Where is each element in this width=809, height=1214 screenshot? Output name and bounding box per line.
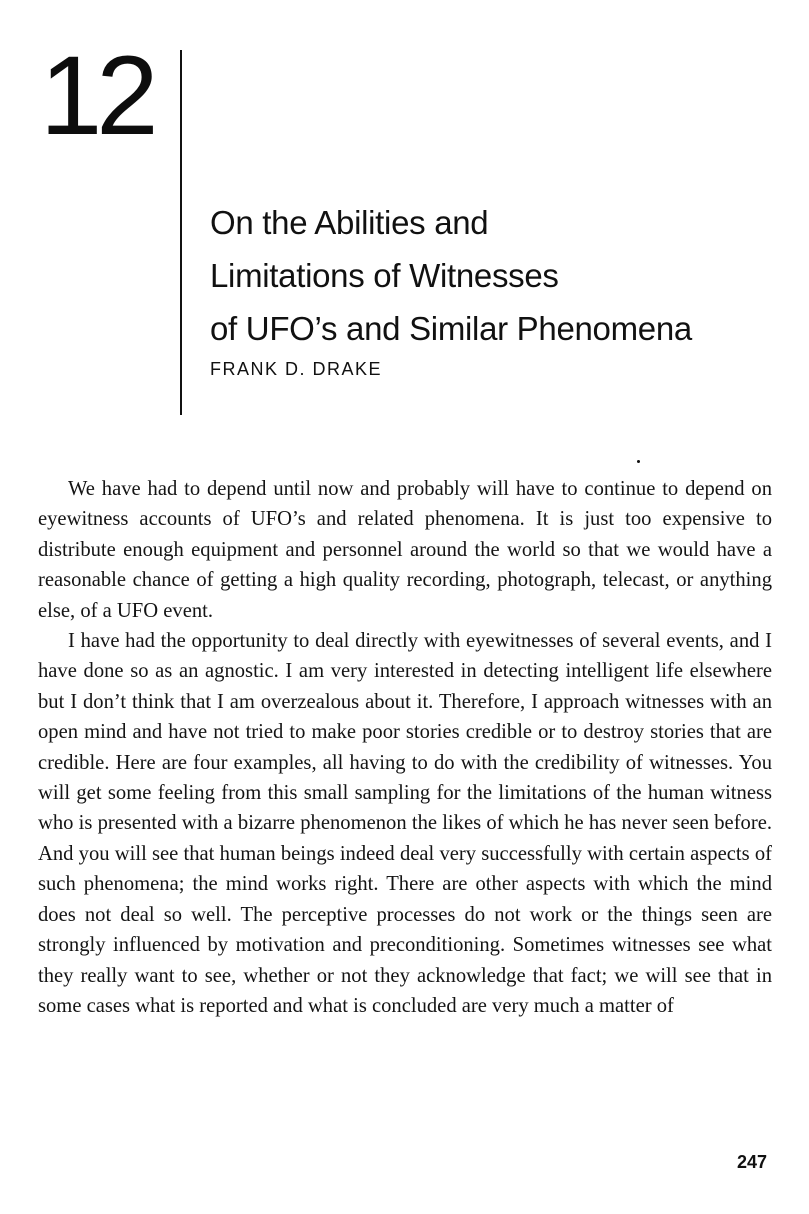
author-name: FRANK D. DRAKE xyxy=(210,359,383,379)
chapter-title-line: of UFO’s and Similar Phenomena xyxy=(210,310,692,347)
body-text xyxy=(38,474,772,1021)
chapter-heading xyxy=(210,196,790,380)
chapter-title-line: Limitations of Witnesses xyxy=(210,257,559,294)
print-speck xyxy=(637,460,640,463)
chapter-number: 12 xyxy=(40,33,153,158)
paragraph: We have had to depend until now and probably will have to continue to depend on eyewitness accounts of UFO’s and related phenomena. It is just too expensive to distribute enough equipment and personnel around the world so that we would have a reasonable chance of getting a high quality recording, photograph, telecast, or anything else, of a UFO event. xyxy=(38,478,772,622)
paragraph: I have had the opportunity to deal directly with eyewitnesses of several events, and I have done so as an agnostic. I am very interested in detecting intelligent life elsewhere but I don’t think that I am overzealous about it. Therefore, I approach witnesses with an open mind and have not tried to make poor stories credible or to destroy stories that are credible. Here are four examples, all having to do with the credibility of witnesses. You will get some feeling from this small sampling for the limitations of the human witness who is presented with a bizarre phenomenon the likes of which he has never seen before. And you will see that human beings indeed deal very successfully with certain aspects of such phenomena; the mind works right. There are other aspects with which the mind does not deal so well. The perceptive processes do not work or the things seen are strongly influenced by motivation and preconditioning. Sometimes witnesses see what they really want to see, whether or not they acknowledge that fact; we will see that in some cases what is reported and what is concluded are very much a matter of xyxy=(38,630,772,1017)
chapter-title-line: On the Abilities and xyxy=(210,204,489,241)
vertical-rule xyxy=(180,50,182,415)
page-number: 247 xyxy=(736,1152,767,1172)
